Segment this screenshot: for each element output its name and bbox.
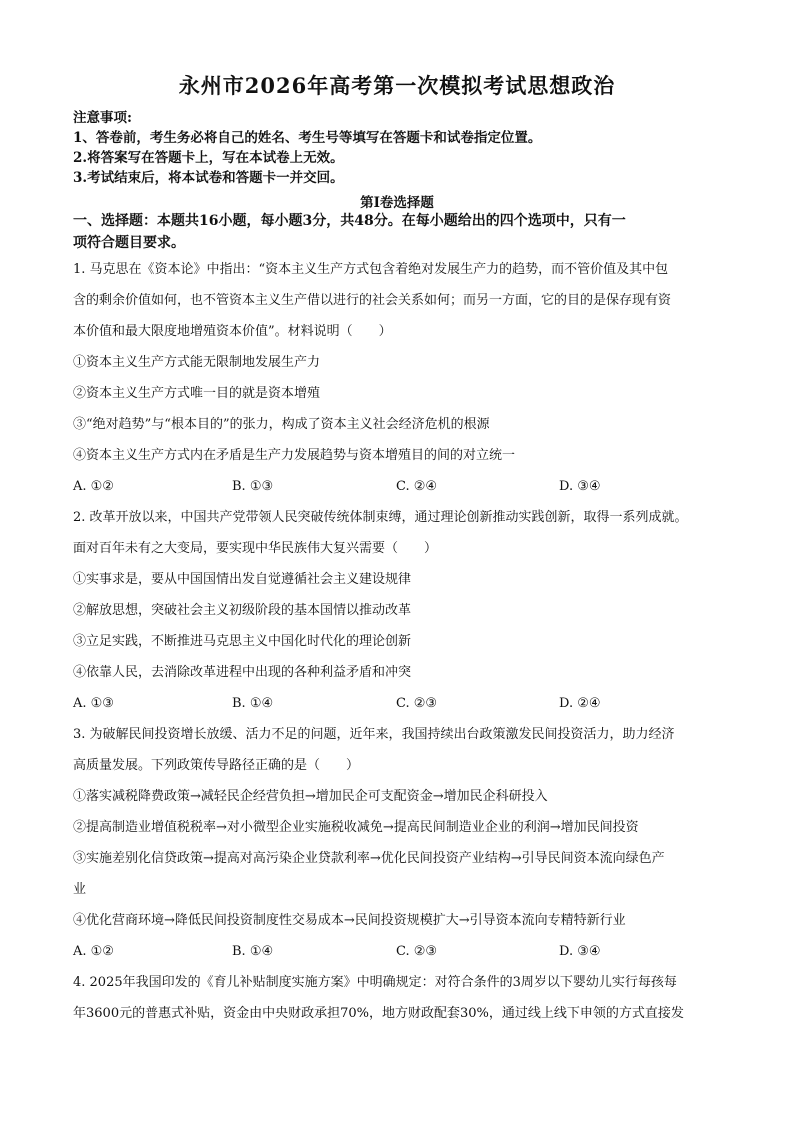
question-3 xyxy=(73,719,733,967)
section-instructions xyxy=(73,210,733,254)
notice-block xyxy=(73,108,733,188)
question-list xyxy=(73,254,733,1029)
notice-item: 3.考试结束后，将本试卷和答题卡一并交回。 xyxy=(73,170,344,186)
statement: ②解放思想，突破社会主义初级阶段的基本国情以推动改革 xyxy=(73,603,412,618)
statement: ②提高制造业增值税税率→对小微型企业实施税收减免→提高民间制造业企业的利润→增加民间投资 xyxy=(73,820,639,835)
page-title: 永州市2026年高考第一次模拟考试思想政治 xyxy=(178,73,616,98)
statement: ①实事求是，要从中国国情出发自觉遵循社会主义建设规律 xyxy=(73,572,412,587)
answer-options xyxy=(73,936,733,967)
notice-item: 2.将答案写在答题卡上，写在本试卷上无效。 xyxy=(73,150,344,166)
question-stem: 4. 2025年我国印发的《育儿补贴制度实施方案》中明确规定：对符合条件的3周岁以下婴幼儿实行每孩每 xyxy=(73,975,677,990)
option-d: D. ③④ xyxy=(559,944,601,959)
statement: ①落实减税降费政策→减轻民企经营负担→增加民企可支配资金→增加民企科研投入 xyxy=(73,789,548,804)
question-stem: 面对百年未有之大变局，要实现中华民族伟大复兴需要（ ） xyxy=(73,541,438,556)
notice-heading: 注意事项: xyxy=(73,110,132,126)
question-1 xyxy=(73,254,733,502)
section-title: 第Ⅰ卷选择题 xyxy=(360,195,434,211)
option-b: B. ①③ xyxy=(232,479,274,494)
statement: ③“绝对趋势”与“根本目的”的张力，构成了资本主义社会经济危机的根源 xyxy=(73,417,490,432)
statement: ①资本主义生产方式能无限制地发展生产力 xyxy=(73,355,321,370)
instructions-line: 项符合题目要求。 xyxy=(73,235,185,251)
option-a: A. ①③ xyxy=(73,696,114,711)
option-d: D. ②④ xyxy=(559,696,601,711)
statement: 业 xyxy=(73,882,87,897)
statement: ②资本主义生产方式唯一目的就是资本增殖 xyxy=(73,386,321,401)
question-stem: 1. 马克思在《资本论》中指出：“资本主义生产方式包含着绝对发展生产力的趋势，而不管价值及其中包 xyxy=(73,262,669,277)
statement: ③立足实践，不断推进马克思主义中国化时代化的理论创新 xyxy=(73,634,412,649)
question-stem: 高质量发展。下列政策传导路径正确的是（ ） xyxy=(73,758,360,773)
option-a: A. ①② xyxy=(73,479,114,494)
statement: ④优化营商环境→降低民间投资制度性交易成本→民间投资规模扩大→引导资本流向专精特新行业 xyxy=(73,913,626,928)
question-stem: 3. 为破解民间投资增长放缓、活力不足的问题，近年来，我国持续出台政策激发民间投资活力，助力经济 xyxy=(73,727,675,742)
option-c: C. ②③ xyxy=(396,696,438,711)
instructions-line: 一、选择题：本题共16小题，每小题3分，共48分。在每小题给出的四个选项中，只有一 xyxy=(73,213,626,229)
answer-options xyxy=(73,471,733,502)
option-b: B. ①④ xyxy=(232,944,274,959)
statement: ④依靠人民，去消除改革进程中出现的各种利益矛盾和冲突 xyxy=(73,665,412,680)
option-d: D. ③④ xyxy=(559,479,601,494)
question-stem: 含的剩余价值如何，也不管资本主义生产借以进行的社会关系如何；而另一方面，它的目的是保存现有资 xyxy=(73,293,672,308)
question-stem: 本价值和最大限度地增殖资本价值”。材料说明（ ） xyxy=(73,324,392,339)
statement: ③实施差别化信贷政策→提高对高污染企业贷款利率→优化民间投资产业结构→引导民间资本流向绿色产 xyxy=(73,851,665,866)
option-c: C. ②③ xyxy=(396,944,438,959)
question-2 xyxy=(73,502,733,719)
question-stem: 2. 改革开放以来，中国共产党带领人民突破传统体制束缚，通过理论创新推动实践创新，取得一系列成就。 xyxy=(73,510,688,525)
answer-options xyxy=(73,688,733,719)
question-4 xyxy=(73,967,733,1029)
option-a: A. ①② xyxy=(73,944,114,959)
option-b: B. ①④ xyxy=(232,696,274,711)
notice-item: 1、答卷前，考生务必将自己的姓名、考生号等填写在答题卡和试卷指定位置。 xyxy=(73,130,542,146)
question-stem: 年3600元的普惠式补贴，资金由中央财政承担70%，地方财政配套30%，通过线上线下申领的方式直接发 xyxy=(73,1006,684,1021)
option-c: C. ②④ xyxy=(396,479,438,494)
statement: ④资本主义生产方式内在矛盾是生产力发展趋势与资本增殖目的间的对立统一 xyxy=(73,448,516,463)
